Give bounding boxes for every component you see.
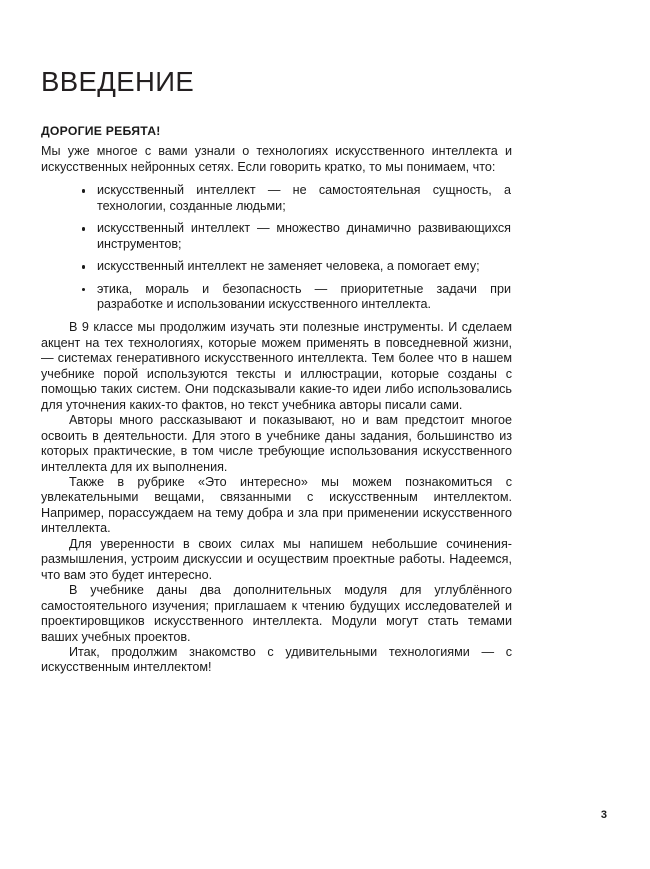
key-points-list [41,183,512,312]
bullet-dot-icon [82,189,85,192]
body-paragraph: Также в рубрике «Это интересно» мы можем познакомиться с увлекательными вещами, связанными с искусственным интеллектом. Например, порассуждаем на тему добра и зла при применении искусственного интеллекта. [41,475,512,536]
list-item-label: искусственный интеллект — множество динамично развивающихся инструментов; [97,221,511,251]
bullet-dot-icon [82,265,85,268]
list-item-label: искусственный интеллект — не самостоятельная сущность, а технологии, созданные людьми; [97,183,511,213]
bullet-dot-icon [82,288,85,291]
list-item [41,259,512,274]
page-number: 3 [600,809,607,821]
list-spacer-top [41,175,512,179]
body-paragraph: Для уверенности в своих силах мы напишем небольшие сочинения-размышления, устроим дискуссии и осуществим проектные работы. Надеемся, что вам это будет интересно. [41,536,512,582]
body-paragraph-closing: Итак, продолжим знакомство с удивительными технологиями — с искусственным интеллектом! [41,645,512,675]
list-item [41,183,512,214]
body-paragraph: В учебнике даны два дополнительных модуля для углублённого самостоятельного изучения; приглашаем к чтению будущих исследователей и проектировщиков искусственного интеллекта. Модули могут стать темами ваших учебных проектов. [41,583,512,644]
bullet-dot-icon [82,227,85,230]
list-item-label: искусственный интеллект не заменяет человека, а помогает ему; [97,259,480,274]
list-item [41,282,512,313]
list-item [41,221,512,252]
list-item-label: этика, мораль и безопасность — приоритетные задачи при разработке и использовании искусственного интеллекта. [97,281,511,312]
intro-paragraph: Мы уже многое с вами узнали о технологиях искусственного интеллекта и искусственных нейронных сетях. Если говорить кратко, то мы понимаем, что: [41,144,512,174]
salutation-heading: ДОРОГИЕ РЕБЯТА! [41,124,161,138]
body-paragraph: Авторы много рассказывают и показывают, но и вам предстоит многое освоить в деятельности. Для этого в учебнике даны задания, большинство из которых практические, в том числе требующие использования искусственного интеллекта для их выполнения. [41,413,512,474]
page-title: ВВЕДЕНИЕ [41,66,195,97]
body-text-block [41,124,512,676]
body-paragraph: В 9 классе мы продолжим изучать эти полезные инструменты. И сделаем акцент на тех технологиях, которые можем применять в повседневной жизни, — системах генеративного искусственного интеллекта. Тем более что в нашем учебнике порой используются тексты и иллюстрации, которые созданы с помощью таких систем. Они подсказывали какие-то идеи либо использовались для уточнения каких-то фактов, но текст учебника авторы писали сами. [41,320,512,412]
